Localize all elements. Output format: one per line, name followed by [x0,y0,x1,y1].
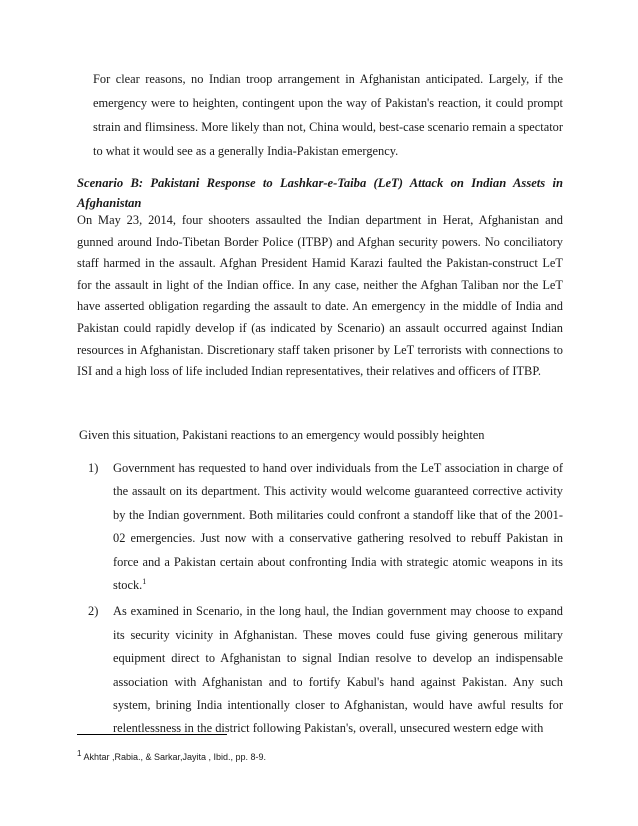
footnote-marker: 1 [77,749,82,758]
list-item [88,457,563,597]
list-item-text: As examined in Scenario, in the long haul, the Indian government may choose to expand its security vicinity in Afghanistan. These moves could fuse giving generous military equipment direct to Afghanistan to signal Indian resolve to develop an indispensable association with Afghanistan and to fortify Kabul's hand against Pakistan. Any such system, brining India intentionally closer to Afghanistan, would have awful results for relentlessness in the district following Pakistan's, overall, unsecured western edge with [113,604,563,736]
list-item-text: Government has requested to hand over individuals from the LeT association in charge of the assault on its department. This activity would welcome guaranteed corrective activity by the Indian government. Both militaries could confront a standoff like that of the 2001-02 emergencies. Just now with a conservative gathering resolved to rebuff Pakistan in force and a Pakistan certain about confronting India with strategic atomic weapons in its stock. [113,461,563,593]
list-item-number: 2) [88,604,99,619]
intro-paragraph: For clear reasons, no Indian troop arrangement in Afghanistan anticipated. Largely, if the emergency were to heighten, contingent upon the way of Pakistan's reaction, it could prompt strain and flimsiness. More likely than not, China would, best-case scenario remain a spectator to what it would see as a generally India-Pakistan emergency. [93,72,563,158]
footnote-divider [77,734,227,735]
body-paragraph: On May 23, 2014, four shooters assaulted the Indian department in Herat, Afghanistan and gunned around Indo-Tibetan Border Police (ITBP) and Afghan security powers. No conciliatory staff harmed in the assault. Afghan President Hamid Karazi faulted the Pakistan-construct LeT for the assault in light of the Indian office. In any case, neither the Afghan Taliban nor the LeT have asserted obligation regarding the assault to date. An emergency in the middle of India and Pakistan could rapidly develop if (as indicated by Scenario) an assault occurred against Indian resources in Afghanistan. Discretionary staff taken prisoner by LeT terrorists with connections to ISI and a high loss of life included Indian representatives, their relatives and officers of ITBP. [77,213,563,379]
footnote-reference[interactable]: 1 [142,576,147,586]
footnote-text: Akhtar ,Rabia., & Sarkar,Jayita , Ibid., pp. 8-9. [83,752,267,762]
list-item [88,600,563,740]
lead-sentence: Given this situation, Pakistani reactions to an emergency would possibly heighten [79,428,485,442]
list-item-number: 1) [88,461,99,475]
section-heading: Scenario B: Pakistani Response to Lashkar-e-Taiba (LeT) Attack on Indian Assets in Afghanistan [77,176,563,210]
numbered-list [88,429,563,741]
footnote [77,751,557,763]
